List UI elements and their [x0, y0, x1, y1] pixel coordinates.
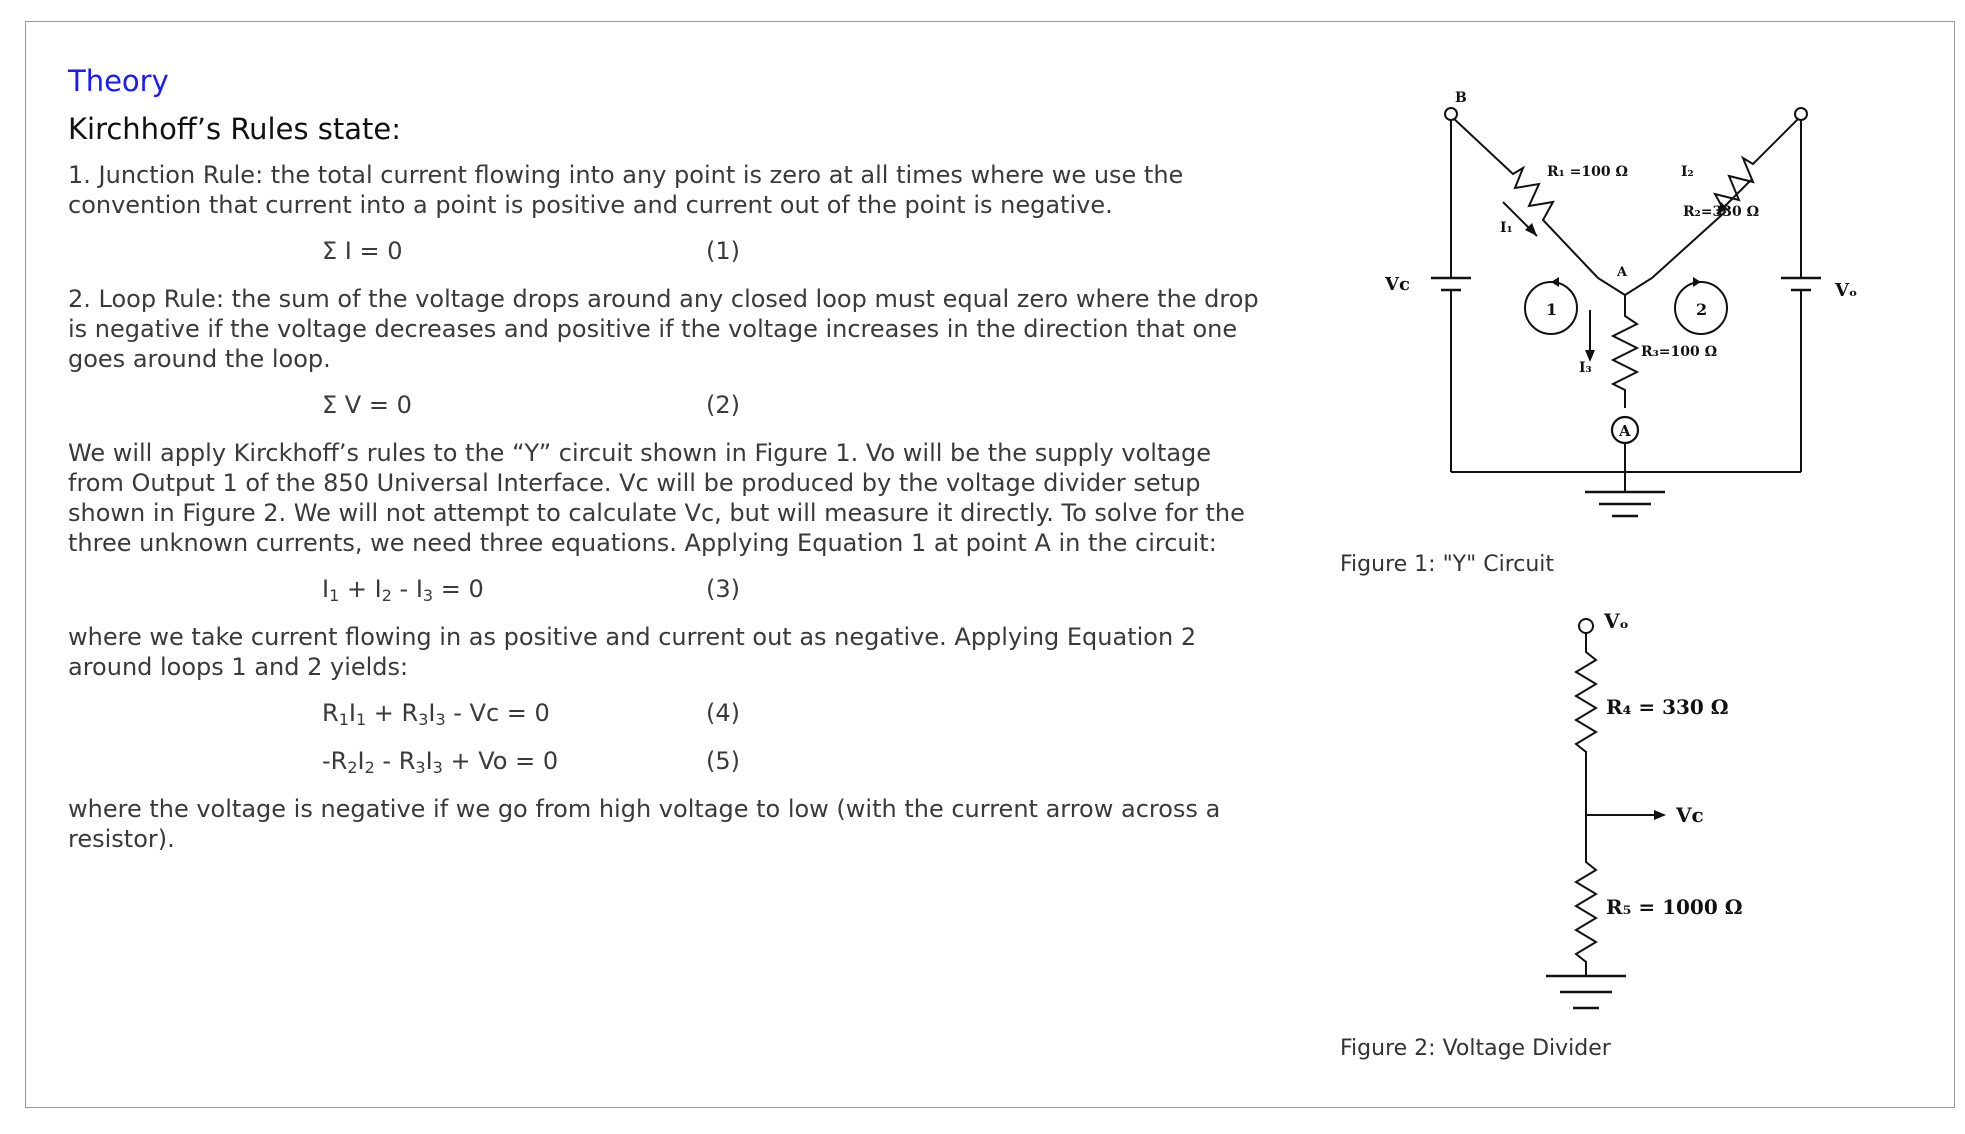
vc-label: Vc	[1385, 274, 1410, 295]
loop-2-label: 2	[1696, 300, 1708, 319]
equation-2	[68, 390, 1268, 420]
r2-label: R₂=330 Ω	[1683, 204, 1760, 220]
i1-label: I₁	[1500, 220, 1513, 236]
i2-label: I₂	[1681, 164, 1694, 180]
loop-rule-paragraph: 2. Loop Rule: the sum of the voltage drops around any closed loop must equal zero where the drop is negative if the voltage decreases and positive if the voltage increases in the direction that one goes around the loop.	[68, 285, 1259, 373]
divider-vo-label: Vₒ	[1604, 609, 1629, 633]
equation-3-number: (3)	[706, 575, 740, 603]
equation-4-expression: $R_1I_1 + R_3I_3 - Vc = 0$	[322, 699, 550, 729]
equation-1-number: (1)	[706, 237, 740, 265]
r3-label: R₃=100 Ω	[1641, 344, 1718, 360]
theory-text-column	[68, 64, 1268, 870]
application-paragraph: We will apply Kirckhoff’s rules to the “Y” circuit shown in Figure 1. Vo will be the supply voltage from Output 1 of the 850 Universal Interface. Vc will be produced by the voltage divider setup shown in Figure 2. We will not attempt to calculate Vc, but will measure it directly. To solve for the three unknown currents, we need three equations. Applying Equation 1 at point A in the circuit:	[68, 439, 1245, 557]
equation-5-number: (5)	[706, 747, 740, 775]
sign-convention-paragraph: where the voltage is negative if we go from high voltage to low (with the current arrow across a resistor).	[68, 795, 1221, 853]
figure-1-caption: Figure 1: "Y" Circuit	[1340, 552, 1555, 577]
i3-label: I₃	[1579, 360, 1592, 376]
equation-1	[68, 236, 1268, 266]
voltage-divider-diagram	[1520, 600, 1780, 1020]
equation-3-expression: $I_1 + I_2 - I_3 = 0$	[322, 575, 484, 605]
y-circuit-diagram	[1365, 80, 1885, 540]
r1-label: R₁ =100 Ω	[1547, 164, 1628, 180]
r4-label: R₄ = 330 Ω	[1606, 695, 1729, 719]
section-title: Theory	[68, 64, 169, 98]
equation-2-number: (2)	[706, 391, 740, 419]
equation-2-expression: Σ V = 0	[322, 391, 412, 419]
subtitle: Kirchhoff’s Rules state:	[68, 112, 402, 146]
r5-label: R₅ = 1000 Ω	[1606, 895, 1743, 919]
ammeter-label: A	[1619, 422, 1631, 440]
equation-5-expression: $-R_2I_2 - R_3I_3 + Vo = 0$	[322, 747, 559, 777]
junction-rule-paragraph: 1. Junction Rule: the total current flowing into any point is zero at all times where we use the convention that current into a point is positive and current out of the point is negative.	[68, 161, 1184, 219]
node-a-label: A	[1617, 265, 1628, 280]
equation-5	[68, 746, 1268, 776]
node-b-label: B	[1455, 90, 1467, 106]
loop-1-label: 1	[1546, 300, 1558, 319]
figure-2-caption: Figure 2: Voltage Divider	[1340, 1036, 1611, 1061]
equation-4	[68, 698, 1268, 728]
loops-paragraph: where we take current flowing in as positive and current out as negative. Applying Equation 2 around loops 1 and 2 yields:	[68, 623, 1197, 681]
divider-vc-label: Vc	[1676, 803, 1704, 827]
equation-4-number: (4)	[706, 699, 740, 727]
vo-label: Vₒ	[1835, 280, 1858, 301]
equation-3	[68, 574, 1268, 604]
equation-1-expression: Σ I = 0	[322, 237, 403, 265]
